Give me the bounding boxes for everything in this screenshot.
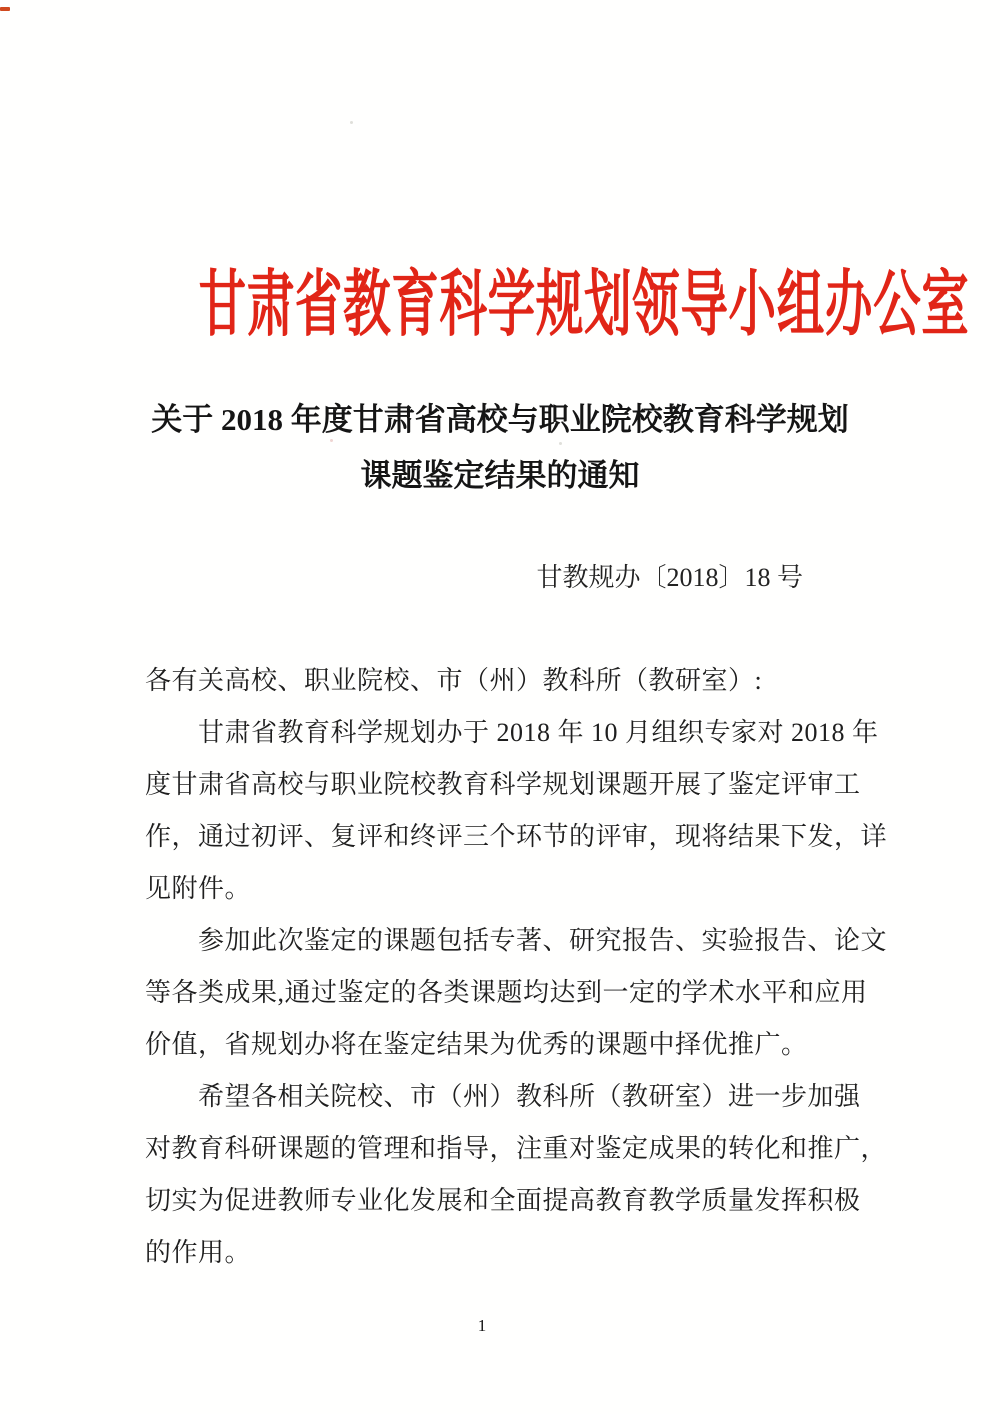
body-line: 甘肃省教育科学规划办于 2018 年 10 月组织专家对 2018 年 xyxy=(198,718,879,747)
org-header-text: 甘肃省教育科学规划领导小组办公室 xyxy=(198,265,970,345)
body-line: 的作用。 xyxy=(145,1238,252,1267)
page-number: 1 xyxy=(477,1316,487,1335)
scan-artifact-red-dash xyxy=(0,7,10,11)
body-text xyxy=(145,655,888,1279)
doc-title xyxy=(0,392,1000,504)
doc-title-line1: 关于 2018 年度甘肃省高校与职业院校教育科学规划 xyxy=(151,402,849,437)
doc-number: 甘教规办〔2018〕18 号 xyxy=(536,563,803,592)
body-line: 度甘肃省高校与职业院校教育科学规划课题开展了鉴定评审工 xyxy=(145,770,861,799)
body-line: 希望各相关院校、市（州）教科所（教研室）进一步加强 xyxy=(198,1082,861,1111)
doc-title-line2: 课题鉴定结果的通知 xyxy=(360,458,640,493)
body-line: 等各类成果,通过鉴定的各类课题均达到一定的学术水平和应用 xyxy=(145,978,868,1007)
body-line: 对教育科研课题的管理和指导，注重对鉴定成果的转化和推广， xyxy=(145,1134,888,1163)
body-line-salutation: 各有关高校、职业院校、市（州）教科所（教研室）: xyxy=(145,666,763,695)
body-line: 作，通过初评、复评和终评三个环节的评审，现将结果下发，详 xyxy=(145,822,888,851)
scan-speck xyxy=(350,121,353,124)
org-header xyxy=(0,255,1000,375)
body-line: 参加此次鉴定的课题包括专著、研究报告、实验报告、论文 xyxy=(198,926,888,955)
body-line: 切实为促进教师专业化发展和全面提高教育教学质量发挥积极 xyxy=(145,1186,861,1215)
body-line: 见附件。 xyxy=(145,874,252,903)
body-line: 价值，省规划办将在鉴定结果为优秀的课题中择优推广。 xyxy=(145,1030,808,1059)
